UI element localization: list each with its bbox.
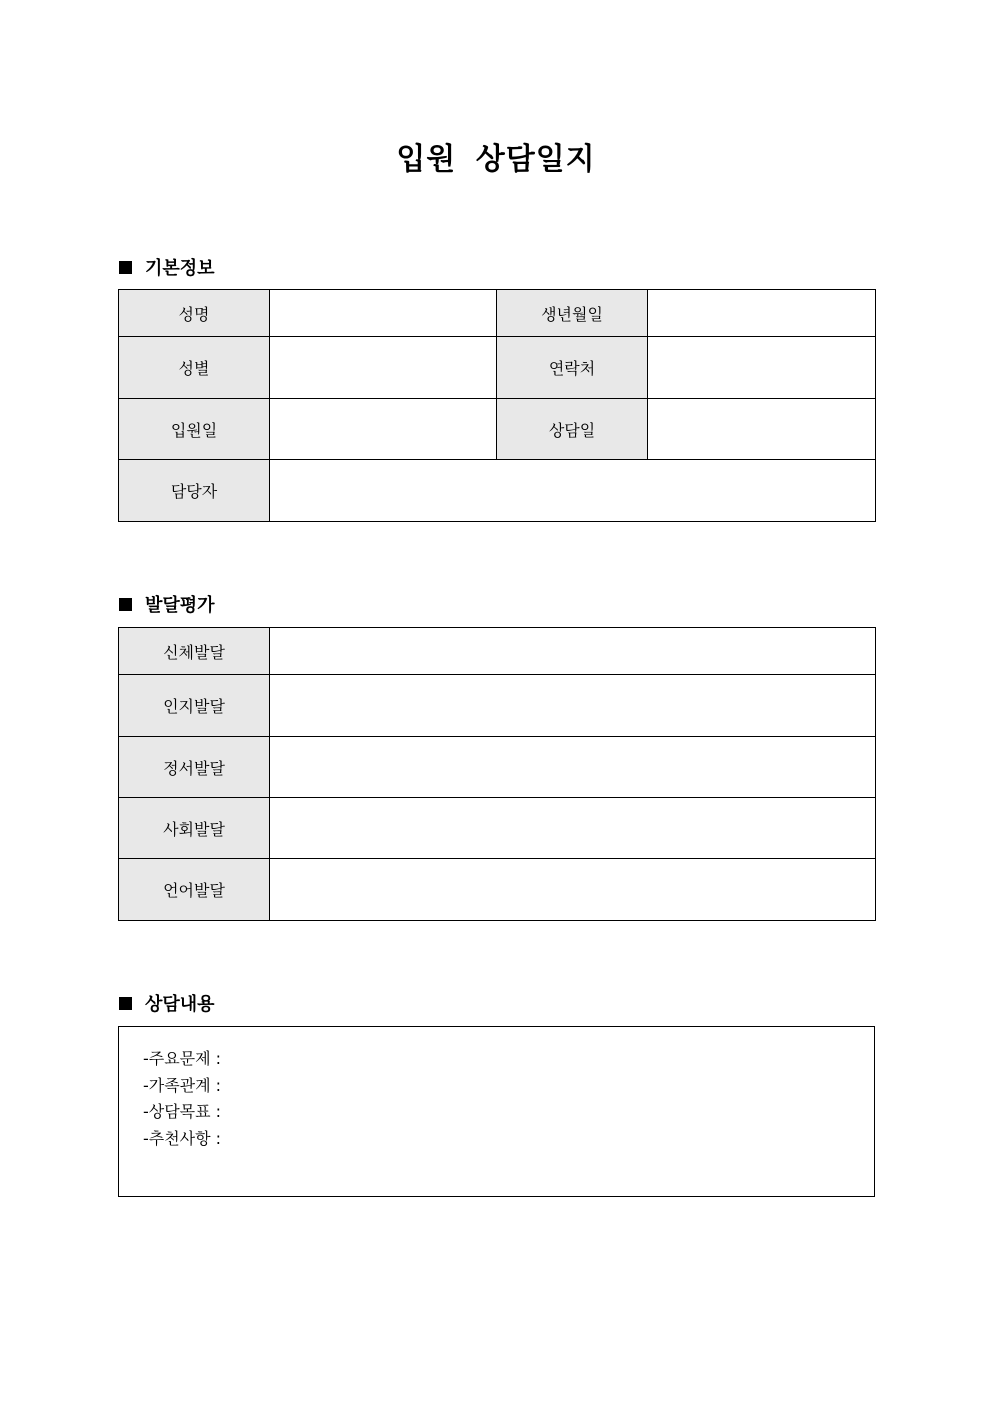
table-row xyxy=(119,675,876,737)
consultation-date-label: 상담일 xyxy=(497,399,648,460)
manager-label: 담당자 xyxy=(119,460,270,522)
table-row xyxy=(119,737,876,798)
gender-label: 성별 xyxy=(119,337,270,399)
section-heading-consultation xyxy=(119,990,215,1016)
table-row xyxy=(119,460,876,522)
main-problem-line: -주요문제 : xyxy=(143,1049,222,1068)
section-heading-development xyxy=(119,591,215,617)
emotional-development-label: 정서발달 xyxy=(119,737,270,798)
recommendation-line: -추천사항 : xyxy=(143,1128,222,1148)
admission-date-label: 입원일 xyxy=(119,399,270,460)
section-heading-basic-info xyxy=(119,254,215,280)
development-table xyxy=(118,627,876,921)
admission-date-field[interactable] xyxy=(270,399,497,460)
consultation-date-field[interactable] xyxy=(648,399,876,460)
consultation-goal-line: -상담목표 : xyxy=(143,1102,222,1121)
table-row xyxy=(119,798,876,859)
emotional-development-field[interactable] xyxy=(270,737,876,798)
section-heading-label: 상담내용 xyxy=(145,994,215,1015)
square-bullet-icon xyxy=(119,261,132,274)
family-relation-line: -가족관계 : xyxy=(143,1075,222,1095)
social-development-label: 사회발달 xyxy=(119,798,270,859)
section-heading-label: 기본정보 xyxy=(145,258,215,279)
name-field[interactable] xyxy=(270,290,497,337)
section-heading-label: 발달평가 xyxy=(145,595,215,616)
cognitive-development-field[interactable] xyxy=(270,675,876,737)
table-row xyxy=(119,628,876,675)
table-row xyxy=(119,859,876,921)
birthdate-label: 생년월일 xyxy=(497,290,648,337)
cognitive-development-label: 인지발달 xyxy=(119,675,270,737)
name-label: 성명 xyxy=(119,290,270,337)
language-development-label: 언어발달 xyxy=(119,859,270,921)
physical-development-field[interactable] xyxy=(270,628,876,675)
physical-development-label: 신체발달 xyxy=(119,628,270,675)
square-bullet-icon xyxy=(119,598,132,611)
basic-info-table xyxy=(118,289,876,522)
page-title: 입원 상담일지 xyxy=(396,142,596,177)
contact-field[interactable] xyxy=(648,337,876,399)
consultation-content-box[interactable] xyxy=(118,1026,875,1197)
language-development-field[interactable] xyxy=(270,859,876,921)
gender-field[interactable] xyxy=(270,337,497,399)
manager-field[interactable] xyxy=(270,460,876,522)
contact-label: 연락처 xyxy=(497,337,648,399)
table-row xyxy=(119,399,876,460)
table-row xyxy=(119,337,876,399)
square-bullet-icon xyxy=(119,997,132,1010)
social-development-field[interactable] xyxy=(270,798,876,859)
birthdate-field[interactable] xyxy=(648,290,876,337)
table-row xyxy=(119,290,876,337)
consultation-lines xyxy=(143,1046,221,1152)
